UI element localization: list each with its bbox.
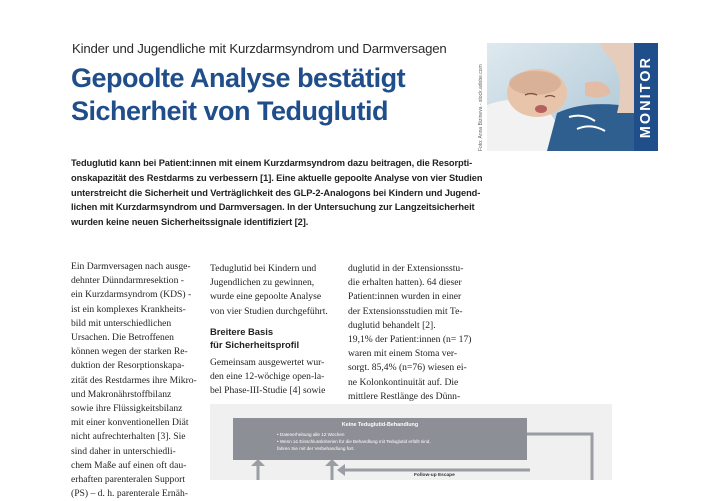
body-line: dehnter Dünndarmresektion - — [71, 275, 184, 287]
body-line: Jugendlichen zu gewinnen, — [210, 277, 315, 289]
study-flow-diagram — [210, 404, 612, 480]
body-line: mittlere Restlänge des Dünn- — [348, 390, 461, 402]
section-tab — [634, 43, 658, 151]
body-line: mit einer konventionellen Diät — [71, 417, 189, 429]
body-line: wurde eine gepoolte Analyse — [210, 291, 322, 303]
body-column-2 — [210, 262, 338, 398]
lead-line: wurden keine neuen Sicherheitssignale identifiziert [2]. — [71, 217, 309, 228]
lead-line: onskapazität des Restdarms zu verbessern [1]. Eine aktuelle gepoolte Analyse von vier Studien — [71, 172, 483, 183]
body-line: duktion der Resorptionskapa- — [71, 360, 185, 372]
body-line: und Makronährstoffbilanz — [71, 388, 172, 400]
body-line: 19,1% der Patient:innen (n= 17) — [348, 334, 472, 346]
box-bullet: • Wenn ≥1 Einschlusskriterien für die Behandlung mit Teduglutid erfüllt sind, — [277, 439, 431, 444]
body-line: Patient:innen wurden in einer — [348, 291, 462, 303]
article-title — [71, 62, 491, 128]
arrow-head-left — [251, 459, 265, 466]
article-photo — [487, 43, 634, 151]
arrow-head-mid — [325, 459, 339, 466]
body-line: chem Maße auf einen oft dau- — [71, 459, 187, 471]
lead-line: Teduglutid kann bei Patient:innen mit einem Kurzdarmsyndrom dazu beitragen, die Resorpti- — [71, 158, 473, 168]
body-line: erhaften parenteralen Support — [71, 474, 186, 486]
body-line: der Extensionsstudien mit Te- — [348, 305, 463, 317]
body-line: Gemeinsam ausgewertet wur- — [210, 356, 325, 368]
body-line: sorgt. 85,4% (n=76) wiesen ei- — [348, 362, 467, 374]
no-treatment-box — [233, 418, 527, 460]
body-line: ein Kurzdarmsyndrom (KDS) - — [71, 289, 192, 301]
box-title: Keine Teduglutid-Behandlung — [341, 422, 419, 428]
body-line: ne Kolonkontinuität auf. Die — [348, 376, 459, 388]
body-line: bel Phase-III-Studie [4] sowie — [210, 385, 326, 397]
baby-photo-illustration — [487, 43, 634, 151]
body-line: Ursachen. Die Betroffenen — [71, 332, 174, 344]
body-line: duglutid behandelt [2]. — [348, 319, 436, 331]
arrow-loop-right — [527, 434, 592, 480]
followup-label: Follow-up Escape — [414, 473, 455, 478]
body-column-1 — [71, 260, 199, 501]
article-kicker: Kinder und Jugendliche mit Kurzdarmsyndrom und Darmversagen — [72, 41, 447, 56]
subheading-line: Breitere Basis — [210, 325, 274, 337]
title-line-2: Sicherheit von Teduglutid — [71, 96, 389, 126]
body-line: zität des Restdarmes ihre Mikro- — [71, 374, 197, 386]
body-line: (PS) – d. h. parenterale Ernäh- — [71, 488, 188, 500]
lead-line: lichen mit Kurzdarmsyndrom und Darmversagen. In der Untersuchung zur Langzeitsicherheit — [71, 202, 475, 213]
body-line: die erhalten hatten). 64 dieser — [348, 277, 462, 289]
section-tab-label: MONITOR — [638, 55, 654, 139]
body-line: waren mit einem Stoma ver- — [348, 348, 458, 360]
body-line: den eine 12-wöchige open-la- — [210, 371, 325, 383]
body-line: sowie ihre Flüssigkeitsbilanz — [71, 403, 183, 415]
lead-paragraph — [71, 156, 481, 230]
body-line: duglutid in der Extensionsstu- — [348, 263, 464, 274]
body-line: von vier Studien durchgeführt. — [210, 305, 328, 317]
body-line: Teduglutid bei Kindern und — [210, 263, 317, 274]
body-column-3 — [348, 262, 476, 404]
body-line: sind daher in unterschiedli- — [71, 445, 176, 457]
body-line: können wegen der starken Re- — [71, 346, 188, 358]
photo-credit: Foto: Anna Bizineva - stock.adobe.com — [478, 64, 484, 151]
lead-line: unterstreicht die Sicherheit und Verträglichkeit des GLP-2-Analogons bei Kindern und Jugend- — [71, 187, 481, 198]
body-line: nicht aufrechterhalten [3]. Sie — [71, 431, 186, 443]
box-bullet: fahren Sie mit der Verbehandlung fort. — [277, 446, 355, 451]
body-line: bild mit unterschiedlichen — [71, 317, 172, 329]
subheading-line: für Sicherheitsprofil — [210, 339, 300, 351]
title-line-1: Gepoolte Analyse bestätigt — [71, 63, 406, 93]
box-bullet: • Datenerhebung alle 12 Wochen — [277, 432, 345, 437]
body-line: ist ein komplexes Krankheits- — [71, 303, 186, 315]
body-line: Ein Darmversagen nach ausge- — [71, 261, 191, 272]
